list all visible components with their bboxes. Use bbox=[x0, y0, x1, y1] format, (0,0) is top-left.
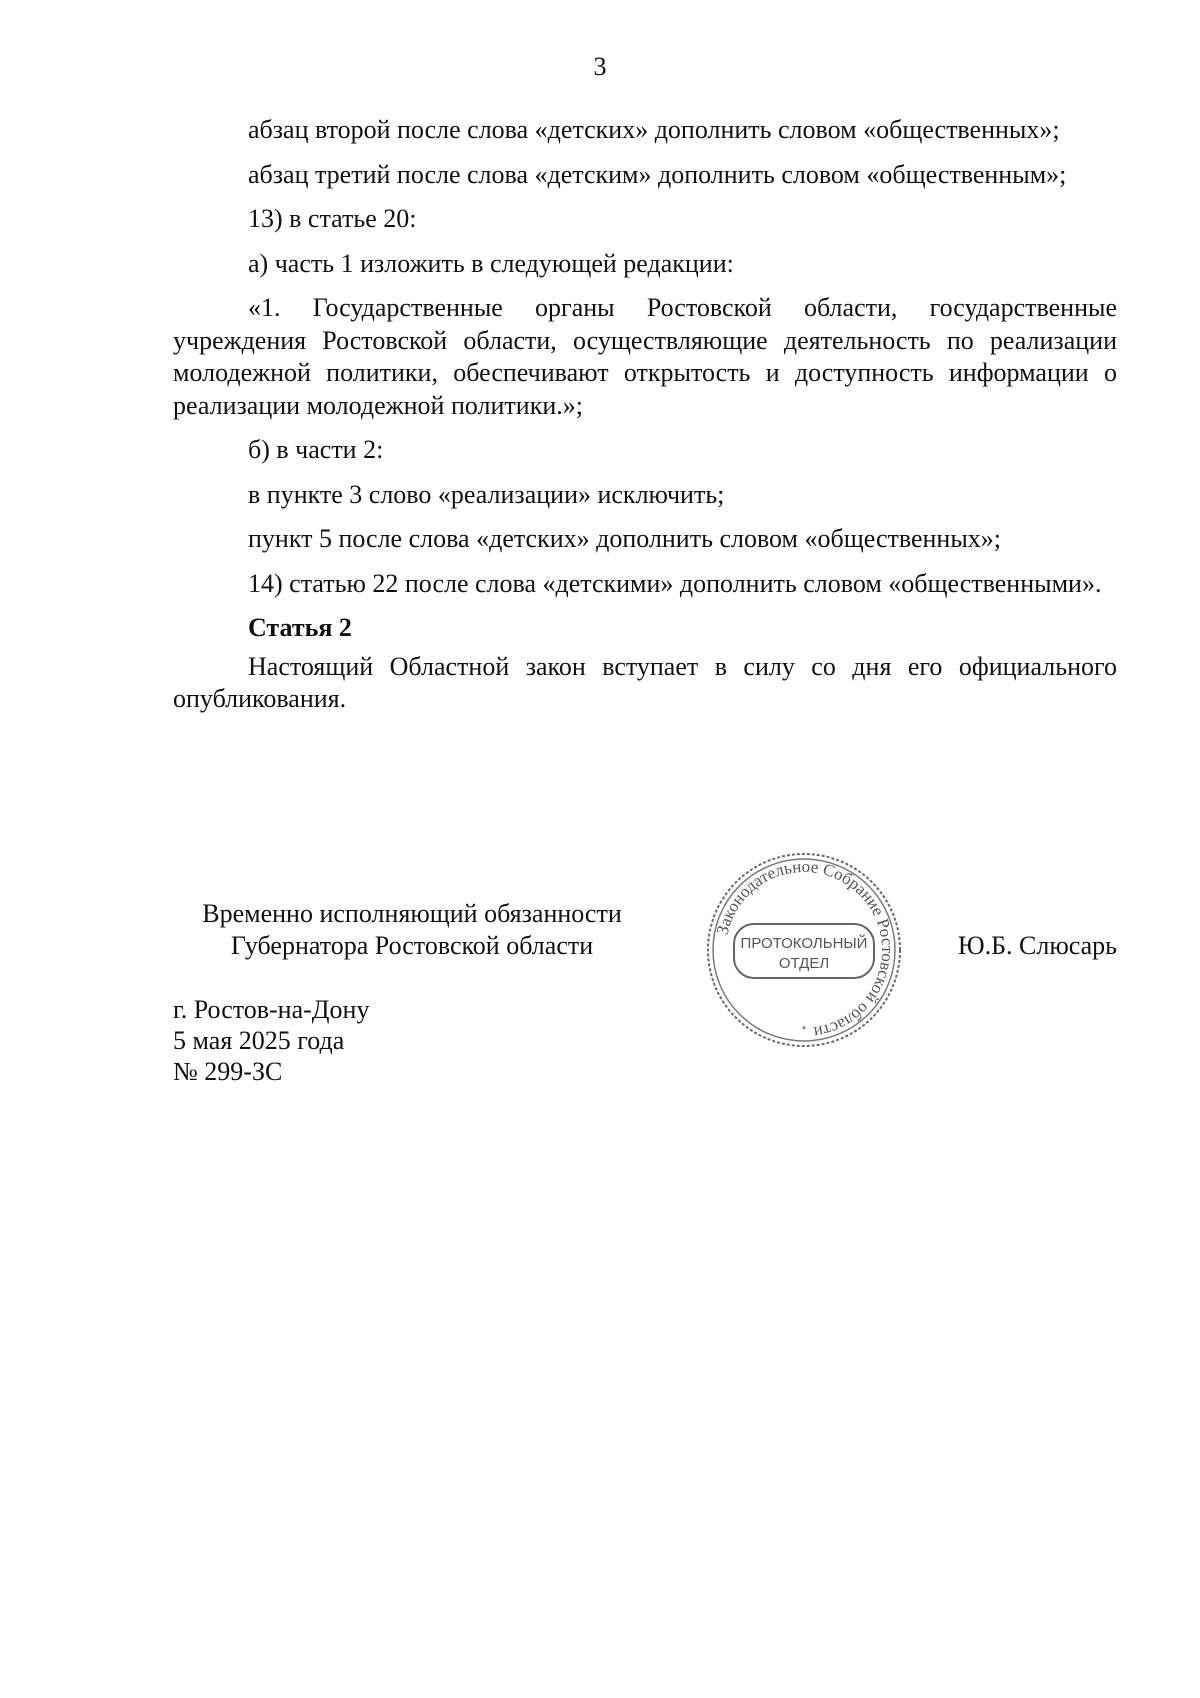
signatory-position bbox=[172, 898, 652, 962]
place-date-block bbox=[173, 994, 369, 1087]
stamp-star-icon: * bbox=[801, 1023, 807, 1037]
signatory-position-line-2: Губернатора Ростовской области bbox=[230, 931, 594, 960]
paragraph-8: пункт 5 после слова «детских» дополнить словом «общественных»; bbox=[248, 524, 1002, 553]
paragraph-3: 13) в статье 20: bbox=[248, 204, 417, 233]
page-number: 3 bbox=[593, 52, 607, 81]
stamp-inner-line-2: ОТДЕЛ bbox=[778, 955, 830, 972]
stamp-inner-line-1: ПРОТОКОЛЬНЫЙ bbox=[740, 935, 868, 952]
official-stamp bbox=[704, 850, 904, 1050]
signatory-position-line-1: Временно исполняющий обязанности bbox=[202, 899, 622, 928]
law-number: № 299-ЗС bbox=[173, 1057, 283, 1086]
paragraph-4: а) часть 1 изложить в следующей редакции: bbox=[248, 248, 734, 278]
article-heading: Статья 2 bbox=[248, 613, 352, 642]
paragraph-5: «1. Государственные органы Ростовской области, государственные учреждения Ростовской области, осуществляющие деятельность по реализации молодежной политики, обеспечивают открытость и доступность информации о реализации молодежной политики.»; bbox=[173, 293, 1117, 420]
paragraph-7: в пункте 3 слово «реализации» исключить; bbox=[248, 479, 725, 509]
paragraph-1: абзац второй после слова «детских» дополнить словом «общественных»; bbox=[248, 115, 1060, 144]
article-text: Настоящий Областной закон вступает в силу со дня его официального опубликования. bbox=[173, 651, 1117, 713]
paragraph-6: б) в части 2: bbox=[248, 435, 384, 464]
date: 5 мая 2025 года bbox=[173, 1026, 345, 1055]
stamp-ring-text: Законодательное Собрание Ростовской области bbox=[712, 856, 898, 1043]
city: г. Ростов-на-Дону bbox=[173, 995, 370, 1024]
paragraph-9: 14) статью 22 после слова «детскими» дополнить словом «общественными». bbox=[248, 568, 1102, 598]
paragraph-2: абзац третий после слова «детским» дополнить словом «общественным»; bbox=[248, 159, 1067, 189]
signatory-name: Ю.Б. Слюсарь bbox=[957, 931, 1117, 960]
document-body bbox=[173, 114, 1117, 716]
